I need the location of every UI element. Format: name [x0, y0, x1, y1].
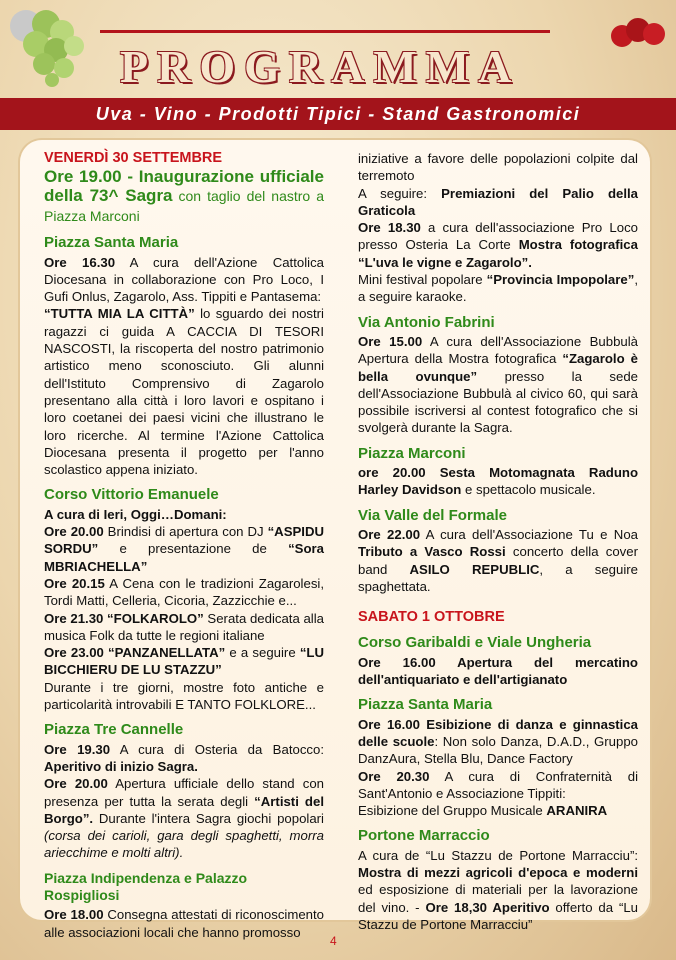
section-title: Piazza Tre Cannelle — [44, 721, 184, 739]
section-title: Corso Vittorio Emanuele — [44, 486, 219, 504]
paragraph: A cura de “Lu Stazzu de Portone Marracciu”: Mostra di mezzi agricoli d'epoca e moderni ed esposizione di materiali per la lavorazione del vino. - Ore 18,30 Aperitivo offerto da “Lu Stazzu de Portone Marracciu” — [358, 847, 639, 932]
paragraph: Ore 21.30 “FOLKAROLO” Serata dedicata alla musica Folk da tutte le regioni italiane — [44, 610, 324, 643]
title-rule — [100, 30, 550, 33]
paragraph: Ore 16.00 Esibizione di danza e ginnastica delle scuole: Non solo Danza, D.A.D., Gruppo DanzAura, Stella Blu, Dance Factory — [358, 716, 639, 767]
paragraph: Ore 23.00 “PANZANELLATA” e a seguire “LU BICCHIERU DE LU STAZZU” — [44, 645, 324, 678]
paragraph: A seguire: Premiazioni del Palio della Graticola — [358, 185, 638, 218]
paragraph: “TUTTA MIA LA CITTÀ” lo sguardo dei nostri ragazzi ci guida A CACCIA DI TESORI NASCOSTI, la riscoperta del nostro patrimonio artistico meno sconosciuto. Gli alunni dell'Istituto Comprensivo di Zagarolo presentano alla città i loro lavori e ospitano i loro coetanei dei paesi vicini che illustrano le loro ricerche. Al termine l'Azione Cattolica Diocesana presenta il progetto per l'anno scolastico appena iniziato. — [44, 306, 324, 478]
paragraph: Ore 20.15 A Cena con le tradizioni Zagarolesi, Tordi Matti, Celleria, Cicoria, Zazzicchie e... — [44, 575, 325, 609]
section-title: Piazza Santa Maria — [44, 234, 179, 252]
paragraph: Durante i tre giorni, mostre foto antiche e particolarità introvabili E TANTO FOLKLORE... — [44, 679, 324, 713]
date-heading: SABATO 1 OTTOBRE — [358, 609, 505, 626]
inauguration-bold: Ore 19.00 - Inaugurazione ufficiale della 73^ Sagra — [44, 167, 324, 206]
paragraph: Ore 15.00 A cura dell'Associazione Bubbulà Apertura della Mostra fotografica “Zagarolo è bella ovunque” presso la sede dell'Associazione Bubbulà al civico 60, qui sarà possibile iscriversi al contest fotografico che si svolgerà durante la Sagra. — [358, 333, 639, 436]
paragraph: Ore 20.00 Brindisi di apertura con DJ “ASPIDU SORDU” e presentazione de “Sora MBRIACHELLA” — [44, 524, 324, 574]
section-title: Piazza Santa Maria — [358, 696, 493, 714]
paragraph: Ore 18.30 a cura dell'associazione Pro Loco presso Osteria La Corte Mostra fotografica “L'uva le vigne e Zagarolo”. — [358, 220, 638, 270]
right-column — [358, 150, 638, 933]
section-title: Via Valle del Formale — [358, 506, 507, 524]
inauguration-rest: con taglio del nastro a Piazza Marconi — [44, 188, 324, 225]
inauguration — [44, 167, 324, 226]
left-column — [44, 150, 324, 941]
section-title: Piazza Indipendenza e Palazzo Rospigliosi — [44, 869, 248, 903]
section-title: Portone Marraccio — [358, 827, 490, 845]
paragraph: A cura di Ieri, Oggi…Domani: — [44, 506, 227, 522]
paragraph: Ore 16.30 A cura dell'Azione Cattolica Diocesana in collaborazione con Pro Loco, I Gufi Onlus, Zagarolo, Ass. Tippiti e Pantasema: — [44, 254, 324, 305]
section-title: Via Antonio Fabrini — [358, 313, 495, 331]
page-number: 4 — [330, 934, 337, 948]
grapes-icon — [6, 6, 92, 88]
paragraph: Ore 19.30 A cura di Osteria da Batocco: Aperitivo di inizio Sagra. — [44, 741, 325, 774]
subtitle: Uva - Vino - Prodotti Tipici - Stand Gastronomici — [95, 104, 581, 124]
red-berries-icon — [610, 12, 668, 52]
paragraph: Ore 16.00 Apertura del mercatino dell'antiquariato e dell'artigianato — [358, 654, 638, 688]
date-heading: VENERDÌ 30 SETTEMBRE — [44, 150, 223, 166]
section-title: Corso Garibaldi e Viale Ungheria — [358, 634, 592, 652]
section-title: Piazza Marconi — [358, 444, 466, 462]
paragraph: Esibizione del Gruppo Musicale ARANIRA — [358, 803, 608, 819]
paragraph: Ore 20.00 Apertura ufficiale dello stand con presenza per tutta la serata degli “Artisti del Borgo”. Durante l'intera Sagra giochi popolari (corsa dei carioli, gara degli spaghetti, morra ariecchime e molti altri). — [44, 776, 324, 861]
paragraph: Ore 18.00 Consegna attestati di riconoscimento alle associazioni locali che hanno promosso — [44, 907, 324, 940]
subtitle-band — [0, 98, 676, 130]
paragraph: iniziative a favore delle popolazioni colpite dal terremoto — [358, 151, 638, 184]
paragraph: Ore 20.30 A cura di Confraternità di Sant'Antonio e Associazione Tippiti: — [358, 768, 639, 801]
paragraph: ore 20.00 Sesta Motomagnata Raduno Harley Davidson e spettacolo musicale. — [358, 465, 638, 498]
paragraph: Mini festival popolare “Provincia Impopolare”, a seguire karaoke. — [358, 272, 638, 305]
paragraph: Ore 22.00 A cura dell'Associazione Tu e Noa Tributo a Vasco Rossi concerto della cover band ASILO REPUBLIC, a seguire spaghettata. — [358, 526, 639, 594]
page-title: PROGRAMMA — [120, 41, 521, 92]
